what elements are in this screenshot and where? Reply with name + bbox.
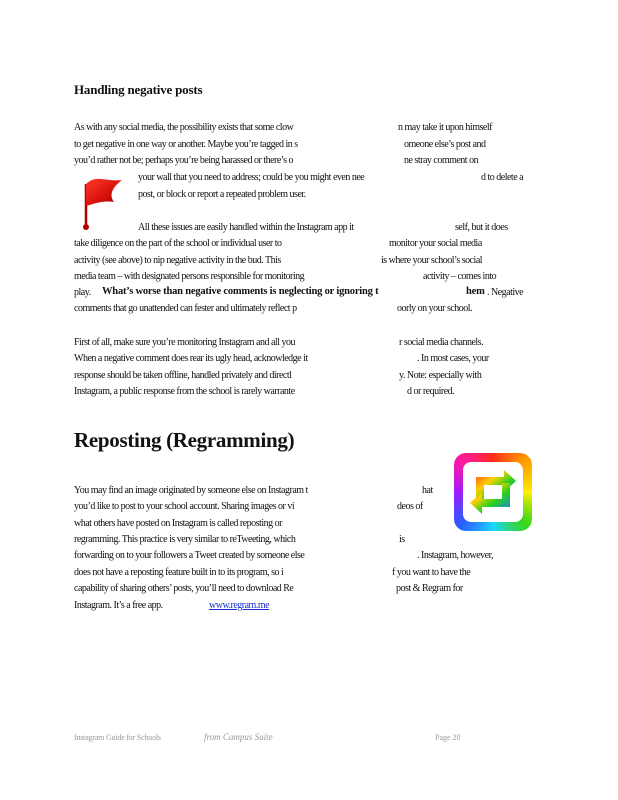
p2-line6-right: oorly on your school. — [397, 303, 473, 314]
p3-line4-left: Instagram, a public response from the school is rarely warrante — [74, 386, 295, 397]
p4-line7-left: capability of sharing others’ posts, you’ll need to download Re — [74, 583, 294, 594]
p2-line1-right: self, but it does — [455, 222, 508, 233]
p2-line4-left: media team – with designated persons responsible for monitoring — [74, 271, 305, 282]
p2-line5-emphasis-end: hem — [466, 286, 485, 297]
p3-line2-right: . In most cases, your — [417, 353, 489, 364]
p4-line2-left: you’d like to post to your school account. Sharing images or vi — [74, 501, 295, 512]
p4-line4-left: regramming. This practice is very similar to reTweeting, which — [74, 534, 296, 545]
section-heading-reposting: Reposting (Regramming) — [74, 428, 295, 452]
regram-website-link[interactable]: www.regram.me — [209, 600, 270, 611]
p1-line1-left: As with any social media, the possibility exists that some clow — [74, 122, 294, 133]
p3-line1-right: r social media channels. — [399, 337, 484, 348]
p3-line3-right: y. Note: especially with — [399, 370, 482, 381]
p1-line1-right: n may take it upon himself — [398, 122, 492, 133]
p3-line1-left: First of all, make sure you’re monitoring Instagram and all you — [74, 337, 295, 348]
p4-line7-right: post & Regram for — [396, 583, 463, 594]
regram-link-line — [209, 600, 297, 612]
p1-line3-right: ne stray comment on — [404, 155, 479, 166]
section-heading-negative-posts: Handling negative posts — [74, 82, 203, 97]
p2-line5-play: play. — [74, 287, 91, 298]
p2-line3-left: activity (see above) to nip negative activity in the bud. This — [74, 255, 281, 266]
p1-line2-right: omeone else’s post and — [404, 139, 486, 150]
p1-line2-left: to get negative in one way or another. Maybe you’re tagged in s — [74, 139, 298, 150]
p4-line2-right: deos of — [397, 501, 423, 512]
p4-line6-left: does not have a reposting feature built in to its program, so i — [74, 567, 284, 578]
p3-line3-left: response should be taken offline, handled privately and directl — [74, 370, 292, 381]
p3-line4-right: d or required. — [407, 386, 455, 397]
p2-line2-right: monitor your social media — [389, 238, 482, 249]
p4-line4-right: is — [399, 534, 405, 545]
p4-line1-right: hat — [422, 485, 433, 496]
p2-line6-left: comments that go unattended can fester and ultimately reflect p — [74, 303, 297, 314]
red-flag-icon — [76, 170, 126, 230]
p3-line2-left: When a negative comment does rear its ugly head, acknowledge it — [74, 353, 308, 364]
footer-publisher: from Campus Suite — [204, 732, 273, 742]
p1-line3-left: you’d rather not be; perhaps you’re being harassed or there’s o — [74, 155, 293, 166]
p1-line5: post, or block or report a repeated problem user. — [138, 189, 306, 200]
p1-line4-right: d to delete a — [481, 172, 524, 183]
p2-line5-emphasis: What’s worse than negative comments is neglecting or ignoring t — [102, 286, 379, 297]
p2-line5-right: . Negative — [487, 287, 524, 298]
p1-line4-left: your wall that you need to address; could be you might even nee — [138, 172, 365, 183]
p4-line8: Instagram. It’s a free app. — [74, 600, 163, 611]
repost-arrows-icon — [454, 453, 532, 531]
p4-line3: what others have posted on Instagram is called reposting or — [74, 518, 282, 529]
p2-line1-left: All these issues are easily handled within the Instagram app it — [138, 222, 354, 233]
footer-guide-title: Instagram Guide for Schools — [74, 733, 161, 742]
footer-page-number: Page 20 — [435, 733, 461, 742]
p2-line4-right: activity – comes into — [423, 271, 497, 282]
repost-regram-app-icon — [454, 453, 532, 531]
p2-line2-left: take diligence on the part of the school or individual user to — [74, 238, 282, 249]
p4-line6-right: f you want to have the — [392, 567, 471, 578]
p4-line1-left: You may find an image originated by someone else on Instagram t — [74, 485, 308, 496]
p4-line5-left: forwarding on to your followers a Tweet created by someone else — [74, 550, 305, 561]
p4-line5-right: . Instagram, however, — [417, 550, 494, 561]
p2-line3-right: is where your school’s social — [381, 255, 483, 266]
